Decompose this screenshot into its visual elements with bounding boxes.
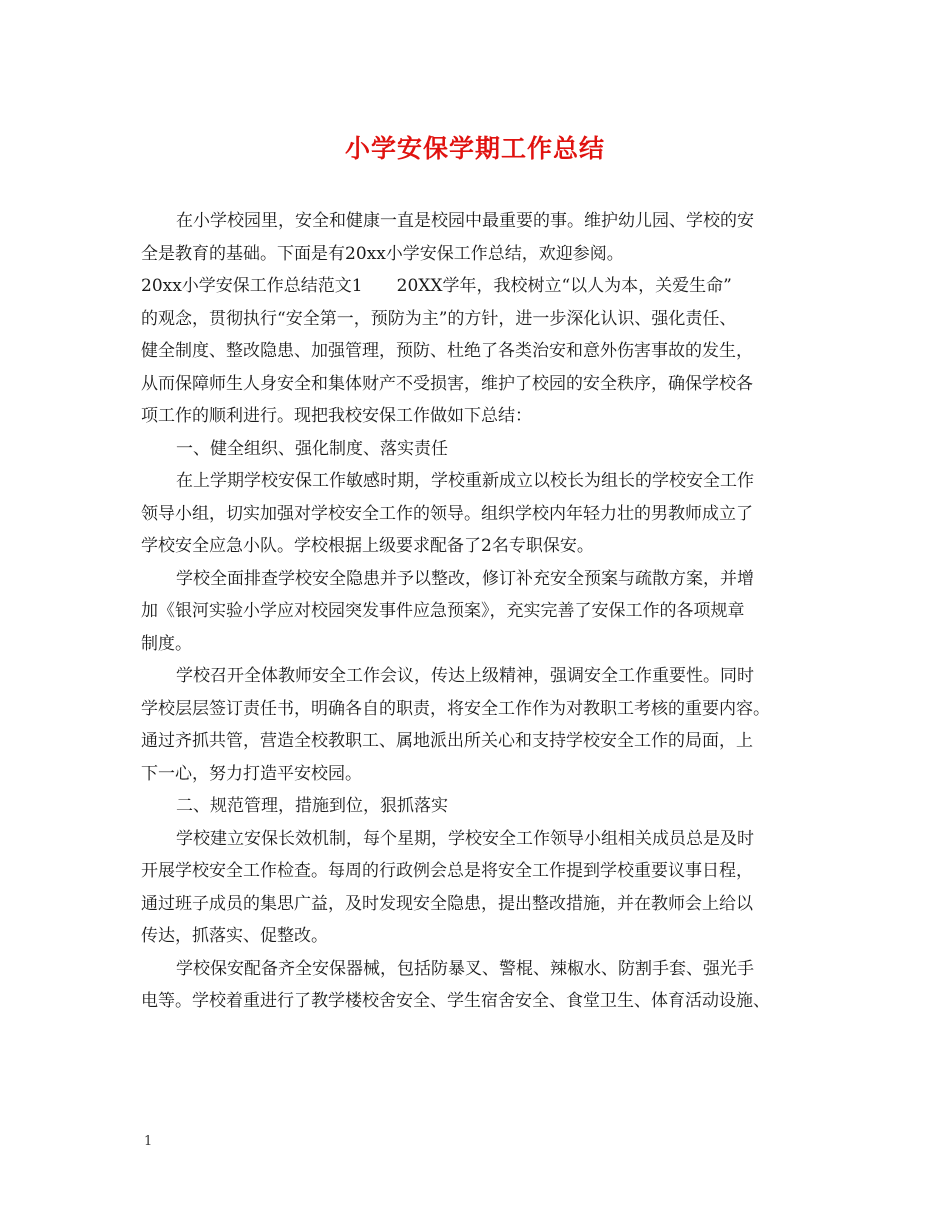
page-number: 1 <box>144 1134 153 1149</box>
body-line: 的观念，贯彻执行“安全第一，预防为主”的方针，进一步深化认识、强化责任、 <box>141 308 737 329</box>
body-line: 项工作的顺利进行。现把我校安保工作做如下总结： <box>141 406 532 426</box>
body-line: 学校召开全体教师安全工作会议，传达上级精神，强调安全工作重要性。同时 <box>176 666 754 686</box>
body-line: 通过班子成员的集思广益，及时发现安全隐患，提出整改措施，并在教师会上给以 <box>141 893 753 914</box>
body-line: 开展学校安全工作检查。每周的行政例会总是将安全工作提到学校重要议事日程， <box>141 861 753 881</box>
document-title: 小学安保学期工作总结 <box>344 134 605 163</box>
body-line: 全是教育的基础。下面是有20xx小学安保工作总结，欢迎参阅。 <box>141 243 624 264</box>
body-line: 20xx小学安保工作总结范文1 20XX学年，我校树立“以人为本，关爱生命” <box>141 276 732 296</box>
document-body <box>141 205 821 1018</box>
body-line: 在小学校园里，安全和健康一直是校园中最重要的事。维护幼儿园、学校的安 <box>176 211 754 231</box>
body-line: 领导小组，切实加强对学校安全工作的领导。组织学校内年轻力壮的男教师成立了 <box>141 503 753 524</box>
body-line: 健全制度、整改隐患、加强管理，预防、杜绝了各类治安和意外伤害事故的发生， <box>141 341 753 361</box>
body-line: 学校安全应急小队。学校根据上级要求配备了2名专职保安。 <box>141 536 594 556</box>
body-line: 下一心，努力打造平安校园。 <box>141 763 362 784</box>
body-line: 学校全面排查学校安全隐患并予以整改，修订补充安全预案与疏散方案，并增 <box>176 568 754 589</box>
body-line: 加《银河实验小学应对校园突发事件应急预案》，充实完善了安保工作的各项规章 <box>141 601 745 621</box>
body-line: 制度。 <box>141 633 192 654</box>
body-line: 传达，抓落实、促整改。 <box>141 926 328 946</box>
section-heading: 二、规范管理，措施到位，狠抓落实 <box>176 796 448 816</box>
body-line: 学校建立安保长效机制，每个星期，学校安全工作领导小组相关成员总是及时 <box>176 828 754 849</box>
body-line: 通过齐抓共管，营造全校教职工、属地派出所关心和支持学校安全工作的局面，上 <box>141 731 753 751</box>
body-line: 在上学期学校安保工作敏感时期，学校重新成立以校长为组长的学校安全工作 <box>176 471 754 491</box>
body-line: 学校保安配备齐全安保器械，包括防暴叉、警棍、辣椒水、防割手套、强光手 <box>176 958 754 979</box>
section-heading: 一、健全组织、强化制度、落实责任 <box>176 438 448 459</box>
body-line: 从而保障师生人身安全和集体财产不受损害，维护了校园的安全秩序，确保学校各 <box>141 373 753 394</box>
body-line: 学校层层签订责任书，明确各自的职责，将安全工作作为对教职工考核的重要内容。 <box>141 698 770 719</box>
body-line: 电等。学校着重进行了教学楼校舍安全、学生宿舍安全、食堂卫生、体育活动设施、 <box>141 991 770 1011</box>
